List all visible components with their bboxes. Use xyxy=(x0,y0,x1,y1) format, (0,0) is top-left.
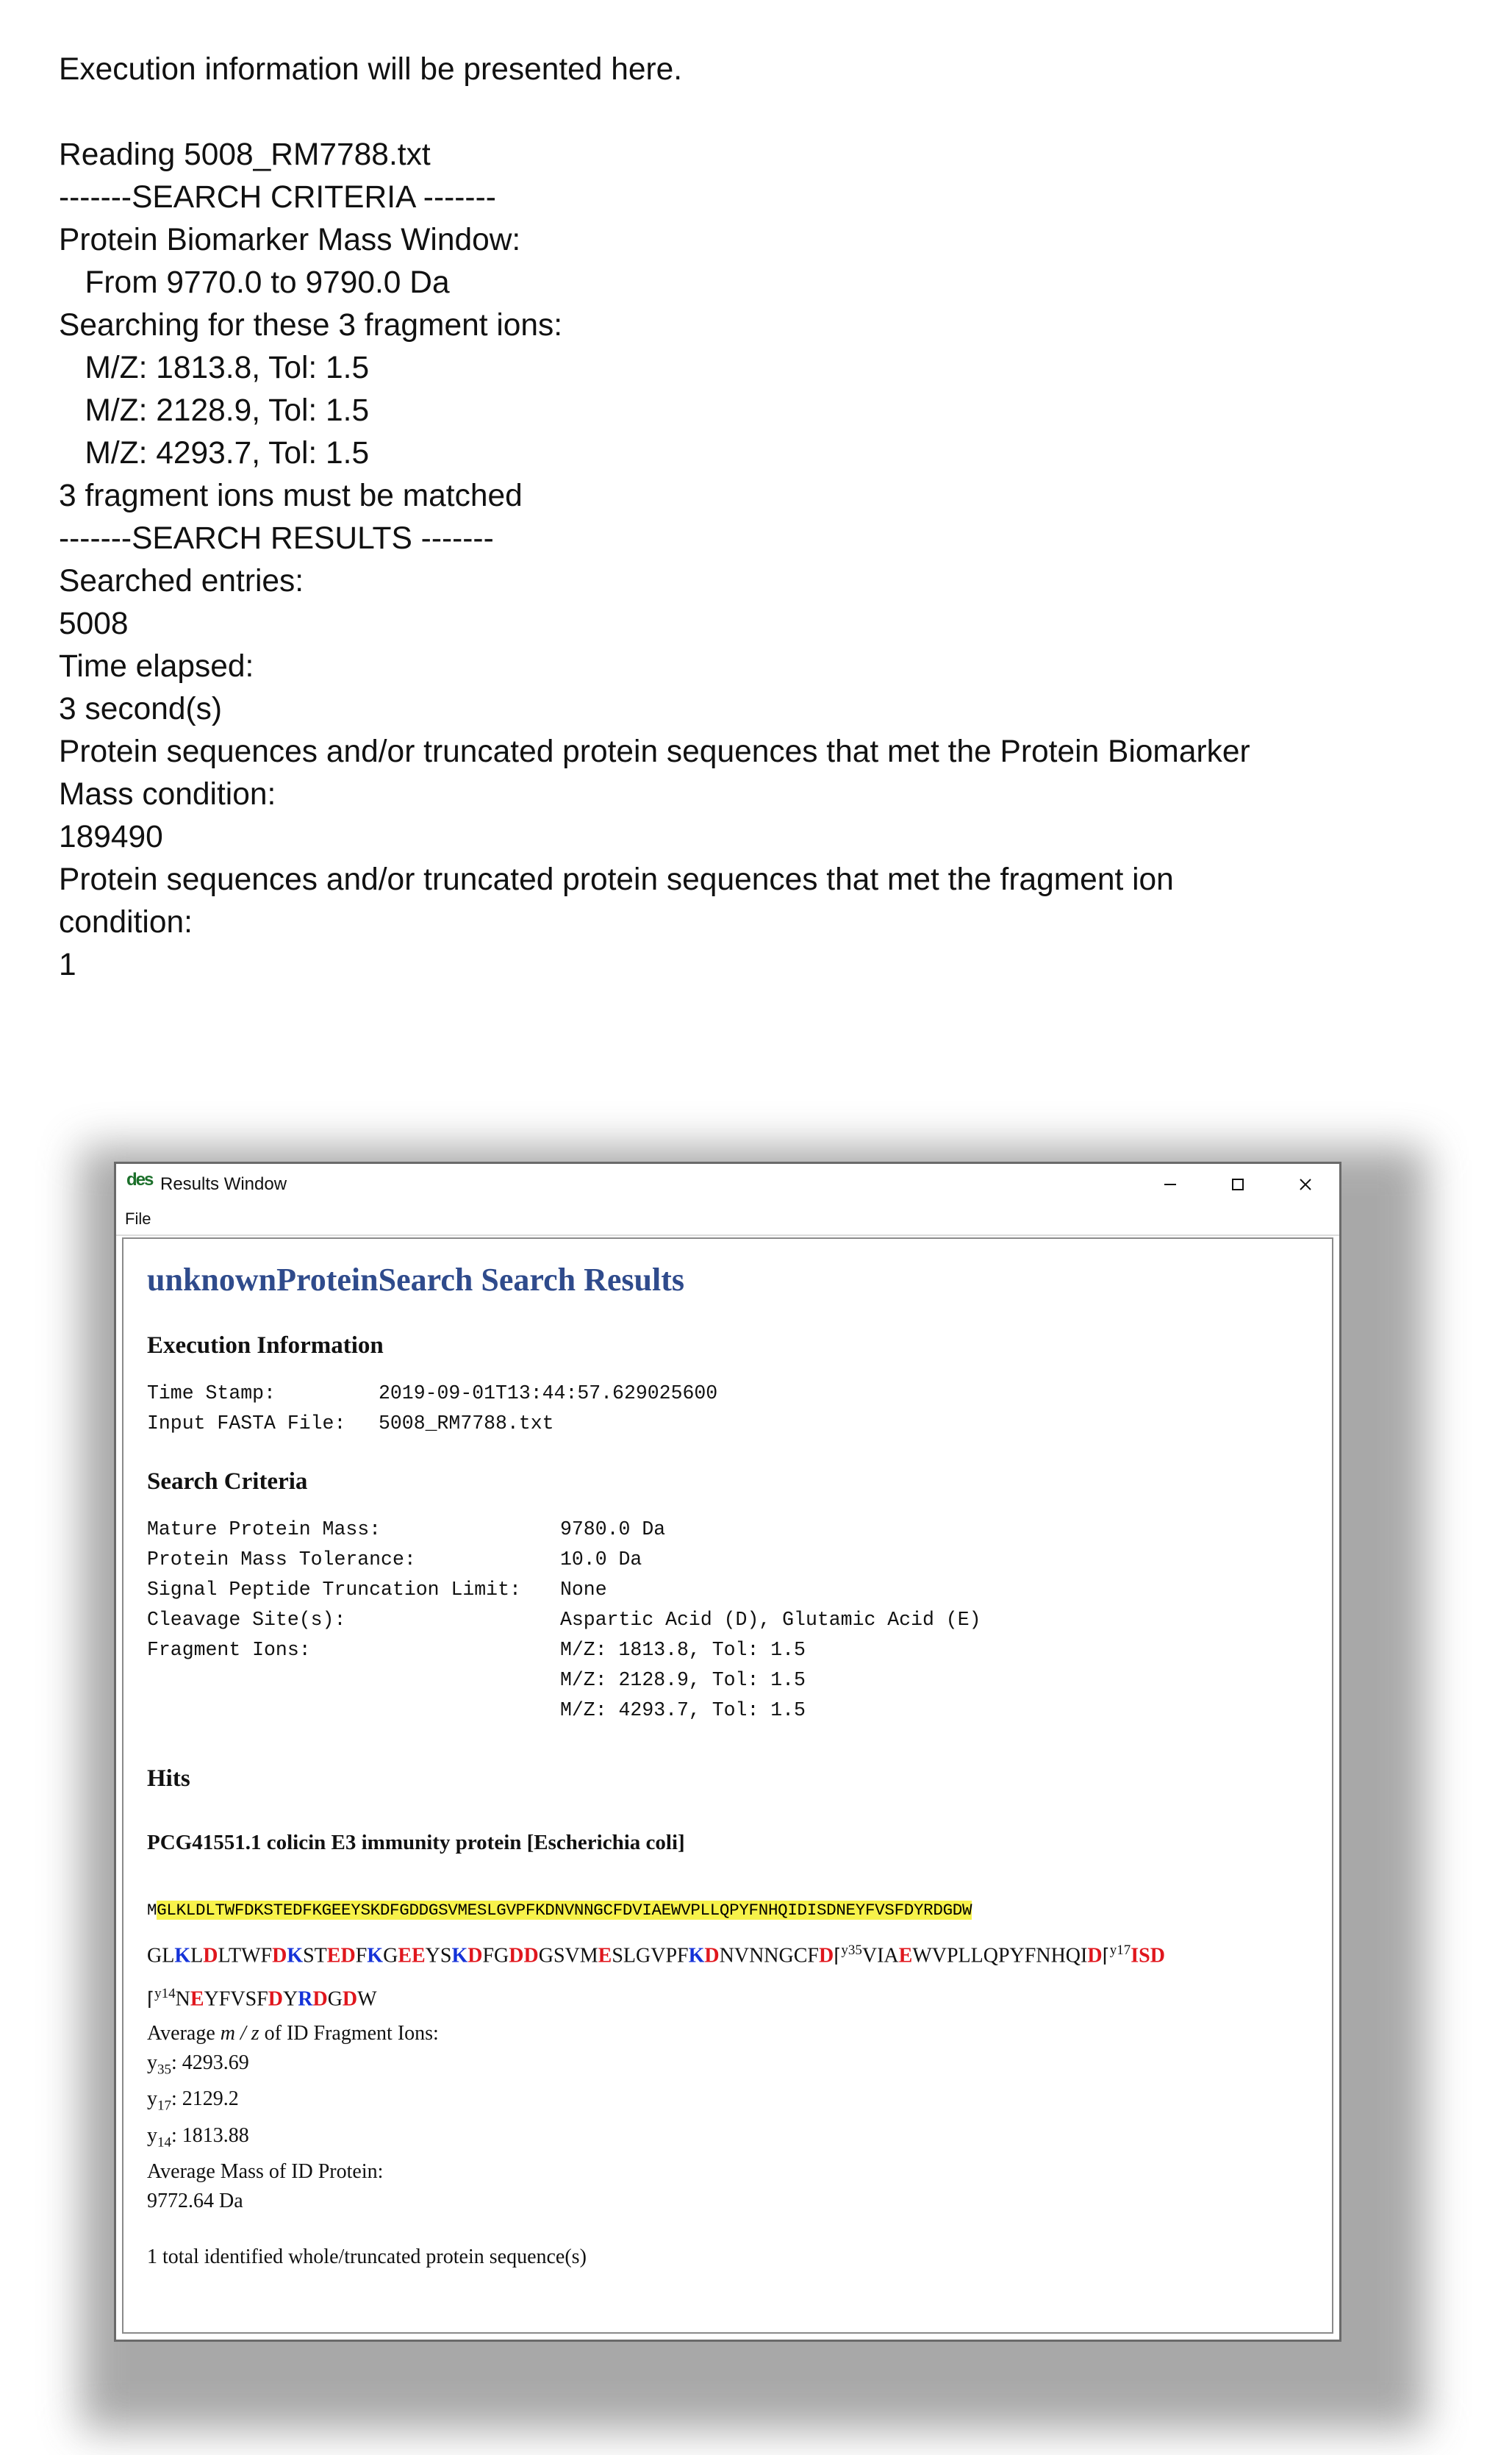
log-line: 3 fragment ions must be matched xyxy=(59,479,523,513)
log-line xyxy=(59,91,1441,134)
criteria-heading: Search Criteria xyxy=(147,1468,308,1495)
kv-key: Protein Mass Tolerance: xyxy=(147,1548,416,1570)
log-line: From 9770.0 to 9790.0 Da xyxy=(59,265,450,300)
log-line: Execution information will be presented here. xyxy=(59,52,683,87)
kv-row xyxy=(147,1665,1308,1695)
kv-key: Mature Protein Mass: xyxy=(147,1518,381,1540)
log-line: Protein sequences and/or truncated protein sequences that met the Protein Biomarker xyxy=(59,735,1250,769)
log-line: Searching for these 3 fragment ions: xyxy=(59,308,563,343)
window-title: Results Window xyxy=(160,1174,287,1194)
cleavage-bracket: ⌈ xyxy=(1102,1945,1110,1968)
cleavage-bracket: ⌈ xyxy=(147,1988,155,2011)
log-line: Mass condition: xyxy=(59,777,276,812)
sequence-segment: K xyxy=(688,1944,705,1968)
sequence-segment: W xyxy=(357,1987,377,2011)
fragment-item: $y_{35}$: 4293.69 xyxy=(147,2051,249,2078)
avg-fragment-label: Average m / z of ID Fragment Ions: xyxy=(147,2021,439,2045)
sequence-segment: ISD xyxy=(1131,1944,1165,1968)
sequence-segment: D xyxy=(818,1944,834,1968)
kv-value: 10.0 Da xyxy=(560,1548,642,1570)
log-line: Time elapsed: xyxy=(59,649,254,684)
kv-value: 2019-09-01T13:44:57.629025600 xyxy=(379,1382,718,1404)
sequence-segment: D xyxy=(342,1987,358,2011)
kv-row xyxy=(147,1379,1308,1409)
sequence-segment: WVPLLQPYFNHQI xyxy=(912,1944,1088,1968)
kv-key xyxy=(147,1665,560,1695)
kv-value: Aspartic Acid (D), Glutamic Acid (E) xyxy=(560,1609,981,1631)
execution-heading: Execution Information xyxy=(147,1332,384,1359)
sequence-segment: YFVSF xyxy=(204,1987,268,2011)
minimize-icon xyxy=(1162,1176,1178,1193)
sequence-segment: D xyxy=(704,1944,720,1968)
sequence-segment: LTWF xyxy=(218,1944,273,1968)
sequence-segment: F xyxy=(355,1944,368,1968)
log-line: condition: xyxy=(59,905,193,940)
log-line: 3 second(s) xyxy=(59,692,223,726)
sequence-segment: K xyxy=(174,1944,191,1968)
kv-value: M/Z: 2128.9, Tol: 1.5 xyxy=(560,1669,806,1691)
maximize-button[interactable] xyxy=(1204,1164,1272,1205)
log-line: Reading 5008_RM7788.txt xyxy=(59,137,431,172)
log-line: 189490 xyxy=(59,820,163,854)
kv-key: Cleavage Site(s): xyxy=(147,1609,346,1631)
sequence-segment: K xyxy=(451,1944,468,1968)
sequence-segment: D xyxy=(467,1944,483,1968)
sequence-segment: L xyxy=(190,1944,204,1968)
kv-key xyxy=(147,1695,560,1726)
sequence-segment: E xyxy=(598,1944,612,1968)
sequence-segment: GSVM xyxy=(538,1944,598,1968)
close-button[interactable] xyxy=(1272,1164,1339,1205)
kv-value: 9780.0 Da xyxy=(560,1518,666,1540)
kv-key: Input FASTA File: xyxy=(147,1412,346,1434)
log-line: 5008 xyxy=(59,607,129,641)
report-title: unknownProteinSearch Search Results xyxy=(147,1262,684,1298)
sequence-segment: NVNNGCF xyxy=(719,1944,819,1968)
app-icon: des xyxy=(126,1170,153,1190)
maximize-icon xyxy=(1230,1176,1246,1193)
log-line: -------SEARCH RESULTS ------- xyxy=(59,521,494,556)
log-line: Protein sequences and/or truncated protein sequences that met the fragment ion xyxy=(59,862,1174,897)
menu-file[interactable]: File xyxy=(125,1209,151,1228)
menu-bar xyxy=(116,1205,1339,1236)
sequence-segment: D xyxy=(1087,1944,1103,1968)
kv-row xyxy=(147,1575,1308,1605)
kv-value: None xyxy=(560,1579,607,1601)
fragment-list xyxy=(147,2048,1308,2158)
kv-row xyxy=(147,1605,1308,1635)
kv-value: M/Z: 1813.8, Tol: 1.5 xyxy=(560,1639,806,1661)
sequence-segment: D xyxy=(340,1944,356,1968)
sequence-segment: D xyxy=(312,1987,328,2011)
kv-row xyxy=(147,1409,1308,1439)
minimize-button[interactable] xyxy=(1136,1164,1204,1205)
kv-key: Signal Peptide Truncation Limit: xyxy=(147,1579,521,1601)
sequence-segment: GL xyxy=(147,1944,175,1968)
sequence-segment: Y xyxy=(282,1987,298,2011)
kv-row xyxy=(147,1695,1308,1726)
sequence-first-residue: M xyxy=(147,1901,157,1920)
hits-heading: Hits xyxy=(147,1765,190,1792)
sequence-segment: VIA xyxy=(861,1944,899,1968)
sequence-segment: E xyxy=(190,1987,204,2011)
results-window xyxy=(114,1162,1341,2342)
sequence-segment: D xyxy=(203,1944,218,1968)
execution-log xyxy=(59,49,1441,987)
sequence-segment: K xyxy=(287,1944,304,1968)
avg-mass-value: 9772.64 Da xyxy=(147,2190,243,2213)
kv-row xyxy=(147,1635,1308,1665)
log-line: M/Z: 1813.8, Tol: 1.5 xyxy=(59,351,370,385)
sequence-segment: E xyxy=(326,1944,341,1968)
close-icon xyxy=(1297,1176,1314,1193)
fragment-item: $y_{14}$: 1813.88 xyxy=(147,2123,249,2151)
log-line: Protein Biomarker Mass Window: xyxy=(59,223,521,257)
sequence-segment: E xyxy=(898,1944,913,1968)
total-identified: 1 total identified whole/truncated protein sequence(s) xyxy=(147,2245,587,2269)
fragment-marker-label: y14 xyxy=(154,1986,176,2002)
sequence-segment: R xyxy=(298,1987,313,2011)
sequence-segment: N xyxy=(175,1987,190,2011)
sequence-segment: YS xyxy=(425,1944,452,1968)
sequence-segment: K xyxy=(367,1944,384,1968)
search-criteria xyxy=(147,1515,1308,1726)
sequence-segment: D xyxy=(268,1987,283,2011)
fragment-marker-label: y35 xyxy=(841,1943,862,1958)
execution-info xyxy=(147,1379,1308,1439)
kv-key: Time Stamp: xyxy=(147,1382,276,1404)
log-line: -------SEARCH CRITERIA ------- xyxy=(59,180,496,215)
cleavage-bracket: ⌈ xyxy=(834,1945,842,1968)
sequence-segment: SLGVPF xyxy=(612,1944,689,1968)
log-line: 1 xyxy=(59,948,76,982)
log-line: M/Z: 4293.7, Tol: 1.5 xyxy=(59,436,370,471)
kv-key: Fragment Ions: xyxy=(147,1639,311,1661)
sequence-segment: G xyxy=(327,1987,343,2011)
log-line: Searched entries: xyxy=(59,564,304,598)
hit-sequence xyxy=(147,1899,1308,1921)
report-content[interactable] xyxy=(122,1237,1333,2334)
sequence-segment: D xyxy=(272,1944,287,1968)
fragment-marker-label: y17 xyxy=(1109,1943,1131,1958)
sequence-segment: DD xyxy=(509,1944,539,1968)
sequence-segment: ST xyxy=(303,1944,327,1968)
kv-row xyxy=(147,1515,1308,1545)
title-bar[interactable] xyxy=(116,1164,1339,1205)
kv-value: M/Z: 4293.7, Tol: 1.5 xyxy=(560,1699,806,1721)
kv-value: 5008_RM7788.txt xyxy=(379,1412,554,1434)
hit-title: PCG41551.1 colicin E3 immunity protein [Escherichia coli] xyxy=(147,1831,685,1854)
annotated-sequence xyxy=(147,1932,1308,2019)
log-line: M/Z: 2128.9, Tol: 1.5 xyxy=(59,393,370,428)
sequence-highlighted: GLKLDLTWFDKSTEDFKGEEYSKDFGDDGSVMESLGVPFKDNVNNGCFDVIAEWVPLLQPYFNHQIDISDNEYFVSFDYRDGDW xyxy=(157,1901,972,1920)
kv-row xyxy=(147,1545,1308,1575)
sequence-segment: G xyxy=(383,1944,398,1968)
fragment-item: $y_{17}$: 2129.2 xyxy=(147,2087,239,2114)
sequence-segment: FG xyxy=(482,1944,509,1968)
sequence-segment: EE xyxy=(398,1944,426,1968)
avg-mass-label: Average Mass of ID Protein: xyxy=(147,2160,384,2184)
